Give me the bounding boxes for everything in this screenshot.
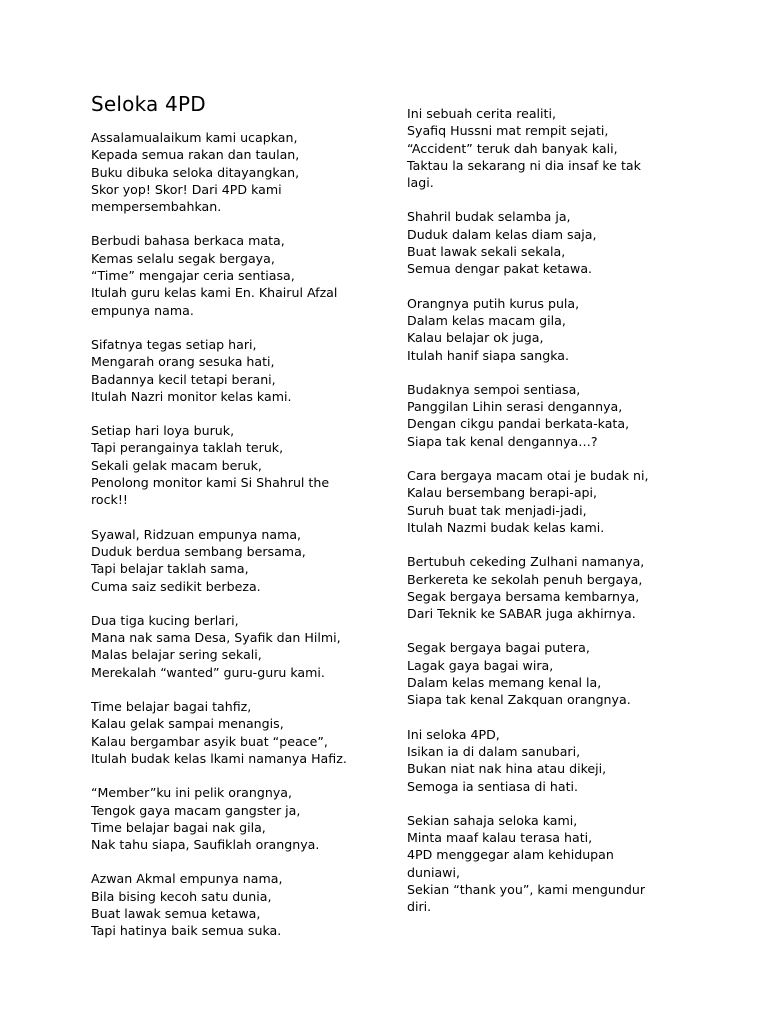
poem-line: Dua tiga kucing berlari, xyxy=(91,612,239,628)
poem-line: Sifatnya tegas setiap hari, xyxy=(91,336,257,352)
poem-line: Bila bising kecoh satu dunia, xyxy=(91,888,272,904)
poem-line: Siapa tak kenal Zakquan orangnya. xyxy=(407,692,631,708)
poem-line: mempersembahkan. xyxy=(91,199,222,215)
poem-line: Taktau la sekarang ni dia insaf ke tak xyxy=(407,157,641,173)
poem-stanza xyxy=(91,129,401,215)
poem-stanza xyxy=(91,232,401,318)
poem-line: Buku dibuka seloka ditayangkan, xyxy=(91,164,300,180)
poem-line: Ini sebuah cerita realiti, xyxy=(407,106,556,121)
poem-stanza xyxy=(407,639,717,708)
poem-line: Skor yop! Skor! Dari 4PD kami xyxy=(91,181,282,197)
poem-line: Itulah Nazmi budak kelas kami. xyxy=(407,519,605,535)
poem-line: Segak bergaya bagai putera, xyxy=(407,640,590,656)
poem-line: Segak bergaya bersama kembarnya, xyxy=(407,588,640,604)
poem-line: Tapi hatinya baik semua suka. xyxy=(91,923,282,939)
poem-stanza xyxy=(407,467,717,536)
poem-line: Duduk berdua sembang bersama, xyxy=(91,543,306,559)
poem-stanza xyxy=(91,784,401,853)
poem-line: Penolong monitor kami Si Shahrul the xyxy=(91,475,330,491)
poem-line: Bertubuh cekeding Zulhani namanya, xyxy=(407,554,645,570)
poem-line: Tengok gaya macam gangster ja, xyxy=(91,802,301,818)
poem-line: Isikan ia di dalam sanubari, xyxy=(407,743,581,759)
poem-line: Shahril budak selamba ja, xyxy=(407,209,571,225)
poem-line: Buat lawak sekali sekala, xyxy=(407,244,566,260)
poem-line: Mana nak sama Desa, Syafik dan Hilmi, xyxy=(91,630,341,646)
poem-line: Berkereta ke sekolah penuh bergaya, xyxy=(407,571,643,587)
poem-line: Kalau belajar ok juga, xyxy=(407,330,544,346)
poem-line: empunya nama. xyxy=(91,302,194,318)
poem-line: Badannya kecil tetapi berani, xyxy=(91,371,276,387)
poem-line: Lagak gaya bagai wira, xyxy=(407,657,554,673)
poem-line: rock!! xyxy=(91,492,128,508)
poem-line: Sekali gelak macam beruk, xyxy=(91,457,262,473)
poem-line: Tapi belajar taklah sama, xyxy=(91,561,249,577)
poem-stanza xyxy=(91,612,401,681)
document-title: Seloka 4PD xyxy=(91,92,206,116)
poem-stanza xyxy=(91,422,401,508)
poem-line: Merekalah “wanted” guru-guru kami. xyxy=(91,664,325,680)
poem-line: Sekian “thank you”, kami mengundur xyxy=(407,881,646,897)
poem-line: Orangnya putih kurus pula, xyxy=(407,295,580,311)
poem-line: Budaknya sempoi sentiasa, xyxy=(407,381,581,397)
poem-line: Tapi perangainya taklah teruk, xyxy=(91,440,284,456)
poem-line: Semoga ia sentiasa di hati. xyxy=(407,778,579,794)
poem-stanza xyxy=(91,336,401,405)
poem-line: diri. xyxy=(407,899,432,915)
poem-stanza xyxy=(407,553,717,622)
poem-stanza xyxy=(407,726,717,795)
poem-stanza xyxy=(407,105,717,191)
poem-line: Malas belajar sering sekali, xyxy=(91,647,262,663)
poem-line: Kepada semua rakan dan taulan, xyxy=(91,147,300,163)
poem-line: duniawi, xyxy=(407,864,460,880)
poem-line: Cara bergaya macam otai je budak ni, xyxy=(407,468,649,484)
poem-line: Suruh buat tak menjadi-jadi, xyxy=(407,502,587,518)
poem-line: Dalam kelas memang kenal la, xyxy=(407,675,602,691)
poem-line: Itulah budak kelas lkami namanya Hafiz. xyxy=(91,750,347,766)
poem-line: Kalau bergambar asyik buat “peace”, xyxy=(91,733,328,749)
poem-line: Siapa tak kenal dengannya…? xyxy=(407,433,598,449)
poem-line: Time belajar bagai nak gila, xyxy=(91,819,266,835)
poem-stanza xyxy=(407,295,717,364)
poem-line: Nak tahu siapa, Saufiklah orangnya. xyxy=(91,837,320,853)
poem-line: Itulah Nazri monitor kelas kami. xyxy=(91,388,292,404)
poem-line: Kalau bersembang berapi-api, xyxy=(407,485,598,501)
poem-line: “Member”ku ini pelik orangnya, xyxy=(91,785,293,801)
poem-column-right xyxy=(407,105,717,933)
poem-line: Panggilan Lihin serasi dengannya, xyxy=(407,399,623,415)
poem-line: Dari Teknik ke SABAR juga akhirnya. xyxy=(407,606,636,622)
poem-line: 4PD menggegar alam kehidupan xyxy=(407,847,614,863)
poem-line: Kemas selalu segak bergaya, xyxy=(91,250,275,266)
poem-line: Dalam kelas macam gila, xyxy=(407,312,566,328)
poem-stanza xyxy=(407,208,717,277)
poem-stanza xyxy=(407,812,717,916)
poem-line: Itulah hanif siapa sangka. xyxy=(407,347,569,363)
poem-line: “Time” mengajar ceria sentiasa, xyxy=(91,268,295,284)
poem-line: Sekian sahaja seloka kami, xyxy=(407,812,578,828)
poem-line: Syafiq Hussni mat rempit sejati, xyxy=(407,123,609,139)
poem-line: lagi. xyxy=(407,175,434,191)
poem-line: Semua dengar pakat ketawa. xyxy=(407,261,593,277)
poem-line: Assalamualaikum kami ucapkan, xyxy=(91,130,298,145)
poem-line: Kalau gelak sampai menangis, xyxy=(91,716,284,732)
poem-line: Minta maaf kalau terasa hati, xyxy=(407,830,593,846)
poem-stanza xyxy=(91,526,401,595)
poem-line: Duduk dalam kelas diam saja, xyxy=(407,226,597,242)
poem-column-left xyxy=(91,129,401,957)
poem-stanza xyxy=(407,381,717,450)
poem-line: Cuma saiz sedikit berbeza. xyxy=(91,578,261,594)
poem-line: Mengarah orang sesuka hati, xyxy=(91,354,275,370)
poem-line: Ini seloka 4PD, xyxy=(407,726,500,742)
poem-line: Time belajar bagai tahfiz, xyxy=(91,699,252,715)
poem-stanza xyxy=(91,698,401,767)
poem-line: “Accident” teruk dah banyak kali, xyxy=(407,140,618,156)
poem-stanza xyxy=(91,870,401,939)
poem-line: Dengan cikgu pandai berkata-kata, xyxy=(407,416,630,432)
poem-line: Buat lawak semua ketawa, xyxy=(91,905,261,921)
poem-line: Itulah guru kelas kami En. Khairul Afzal xyxy=(91,285,338,301)
poem-line: Bukan niat nak hina atau dikeji, xyxy=(407,761,607,777)
poem-line: Berbudi bahasa berkaca mata, xyxy=(91,233,285,249)
poem-line: Azwan Akmal empunya nama, xyxy=(91,871,283,887)
poem-line: Setiap hari loya buruk, xyxy=(91,423,235,439)
poem-line: Syawal, Ridzuan empunya nama, xyxy=(91,526,302,542)
